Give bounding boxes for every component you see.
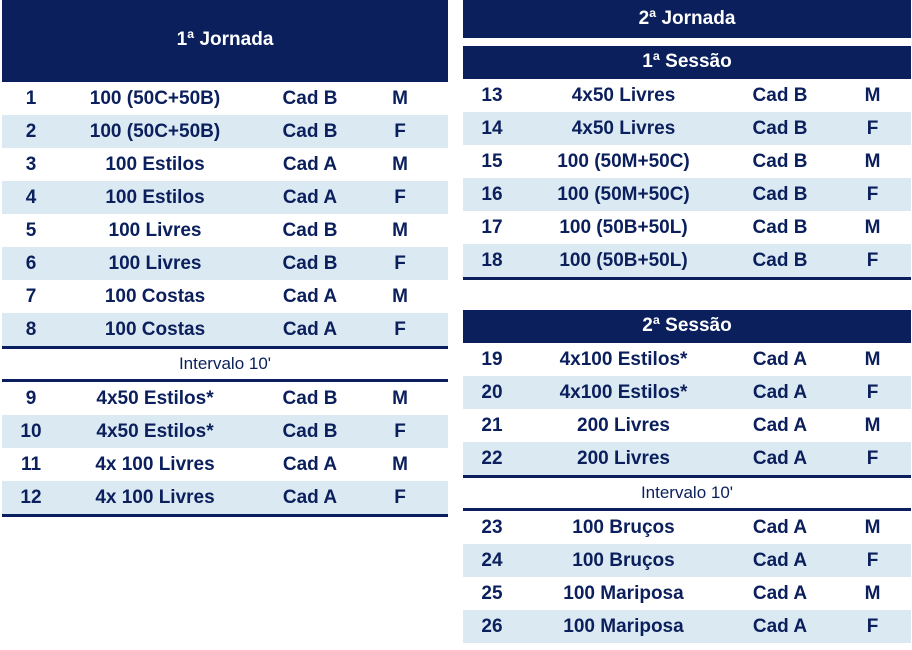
sessao-2-rows-a <box>463 343 911 475</box>
event-number: 14 <box>481 117 503 139</box>
event-category: Cad B <box>282 219 338 241</box>
event-gender: M <box>864 582 881 604</box>
event-name: 4x 100 Livres <box>95 453 215 475</box>
event-name: 100 (50C+50B) <box>89 87 221 109</box>
event-gender: M <box>392 387 408 409</box>
table-row <box>463 211 911 244</box>
event-number: 3 <box>25 153 37 175</box>
event-gender: F <box>866 183 879 205</box>
event-name: 200 Livres <box>577 447 670 469</box>
sessao-2-rows-b <box>463 511 911 643</box>
jornada-1-rows-b <box>2 382 448 514</box>
event-gender: F <box>866 381 879 403</box>
event-name: 200 Livres <box>577 414 670 436</box>
sessao-1-header: 1ª Sessão <box>463 46 911 77</box>
table-row <box>2 415 448 448</box>
table-row <box>2 247 448 280</box>
event-number: 6 <box>25 252 37 274</box>
event-number: 10 <box>20 420 42 442</box>
event-category: Cad A <box>752 447 808 469</box>
event-name: 100 Livres <box>108 252 202 274</box>
table-row <box>463 409 911 442</box>
table-row <box>2 214 448 247</box>
event-gender: M <box>864 150 881 172</box>
event-gender: F <box>394 420 406 442</box>
event-gender: F <box>866 447 879 469</box>
jornada-1-table <box>2 0 448 517</box>
event-category: Cad B <box>752 183 808 205</box>
table-row <box>463 79 911 112</box>
event-category: Cad B <box>752 117 808 139</box>
event-number: 16 <box>481 183 503 205</box>
event-name: 100 Mariposa <box>563 582 684 604</box>
event-gender: F <box>394 252 406 274</box>
interval-label: Intervalo 10' <box>463 478 911 508</box>
table-row <box>2 280 448 313</box>
event-number: 15 <box>481 150 503 172</box>
table-row <box>463 544 911 577</box>
event-name: 100 Mariposa <box>563 615 684 637</box>
event-number: 1 <box>25 87 37 109</box>
event-number: 22 <box>481 447 503 469</box>
event-name: 100 Estilos <box>105 186 205 208</box>
event-name: 4x50 Livres <box>571 84 676 106</box>
event-number: 5 <box>25 219 37 241</box>
event-gender: M <box>392 219 408 241</box>
event-category: Cad B <box>282 120 338 142</box>
event-name: 4x100 Estilos* <box>559 348 688 370</box>
event-category: Cad A <box>282 285 338 307</box>
table-row <box>463 577 911 610</box>
event-number: 20 <box>481 381 503 403</box>
event-number: 23 <box>481 516 503 538</box>
event-category: Cad A <box>282 318 338 340</box>
table-row <box>463 178 911 211</box>
event-gender: F <box>866 549 879 571</box>
event-category: Cad B <box>752 84 808 106</box>
event-name: 100 Estilos <box>105 153 205 175</box>
event-gender: M <box>392 87 408 109</box>
event-gender: F <box>394 120 406 142</box>
event-category: Cad A <box>752 414 808 436</box>
event-number: 24 <box>481 549 503 571</box>
event-name: 100 Bruços <box>572 516 675 538</box>
event-name: 100 (50B+50L) <box>559 216 688 238</box>
event-name: 4x 100 Livres <box>95 486 215 508</box>
table-row <box>463 343 911 376</box>
event-number: 18 <box>481 249 503 271</box>
table-row <box>2 313 448 346</box>
jornada-1-header: 1ª Jornada <box>2 0 448 80</box>
event-number: 4 <box>25 186 37 208</box>
event-number: 13 <box>481 84 503 106</box>
event-gender: M <box>864 516 881 538</box>
event-name: 100 (50B+50L) <box>559 249 688 271</box>
event-number: 26 <box>481 615 503 637</box>
event-number: 11 <box>20 453 42 475</box>
event-name: 4x50 Estilos* <box>96 420 214 442</box>
event-category: Cad B <box>752 216 808 238</box>
event-gender: F <box>394 318 406 340</box>
event-name: 100 (50M+50C) <box>557 150 690 172</box>
event-name: 100 Costas <box>104 318 206 340</box>
event-number: 25 <box>481 582 503 604</box>
event-number: 12 <box>20 486 42 508</box>
event-number: 2 <box>25 120 37 142</box>
event-category: Cad A <box>282 486 338 508</box>
event-name: 4x50 Estilos* <box>96 387 214 409</box>
event-gender: F <box>866 117 879 139</box>
event-category: Cad A <box>752 516 808 538</box>
table-row <box>2 115 448 148</box>
event-number: 21 <box>481 414 503 436</box>
event-category: Cad A <box>752 381 808 403</box>
table-row <box>463 112 911 145</box>
event-category: Cad A <box>752 348 808 370</box>
table-row <box>2 382 448 415</box>
event-gender: F <box>866 249 879 271</box>
event-category: Cad B <box>282 420 338 442</box>
event-gender: F <box>394 186 406 208</box>
event-name: 100 Bruços <box>572 549 675 571</box>
event-gender: M <box>392 153 408 175</box>
event-number: 7 <box>25 285 37 307</box>
table-row <box>2 481 448 514</box>
divider <box>2 514 448 517</box>
event-name: 100 Livres <box>108 219 202 241</box>
event-category: Cad B <box>752 249 808 271</box>
event-category: Cad A <box>282 186 338 208</box>
table-row <box>463 442 911 475</box>
event-gender: M <box>864 216 881 238</box>
event-category: Cad A <box>282 453 338 475</box>
table-row <box>463 511 911 544</box>
event-name: 100 Costas <box>104 285 206 307</box>
jornada-1-rows-a <box>2 82 448 346</box>
table-row <box>2 181 448 214</box>
event-gender: M <box>864 348 881 370</box>
event-category: Cad A <box>752 615 808 637</box>
jornada-2-table <box>463 0 911 643</box>
event-gender: M <box>864 84 881 106</box>
event-gender: M <box>864 414 881 436</box>
table-row <box>2 148 448 181</box>
event-name: 100 (50C+50B) <box>89 120 221 142</box>
jornada-2-header: 2ª Jornada <box>463 0 911 38</box>
event-number: 8 <box>25 318 37 340</box>
event-category: Cad A <box>752 582 808 604</box>
event-category: Cad B <box>282 87 338 109</box>
event-number: 17 <box>481 216 503 238</box>
event-gender: M <box>392 453 408 475</box>
event-name: 4x100 Estilos* <box>559 381 688 403</box>
event-category: Cad B <box>282 252 338 274</box>
event-gender: M <box>392 285 408 307</box>
event-category: Cad A <box>752 549 808 571</box>
event-number: 19 <box>481 348 503 370</box>
event-gender: F <box>394 486 406 508</box>
table-row <box>463 145 911 178</box>
table-row <box>463 376 911 409</box>
event-name: 100 (50M+50C) <box>557 183 690 205</box>
spacer <box>463 280 911 310</box>
table-row <box>463 610 911 643</box>
event-category: Cad B <box>282 387 338 409</box>
table-row <box>2 448 448 481</box>
event-name: 4x50 Livres <box>571 117 676 139</box>
table-row <box>463 244 911 277</box>
interval-label: Intervalo 10' <box>2 349 448 379</box>
event-gender: F <box>866 615 879 637</box>
event-category: Cad B <box>752 150 808 172</box>
table-row <box>2 82 448 115</box>
sessao-2-header: 2ª Sessão <box>463 310 911 341</box>
event-category: Cad A <box>282 153 338 175</box>
event-number: 9 <box>25 387 37 409</box>
sessao-1-rows <box>463 79 911 277</box>
